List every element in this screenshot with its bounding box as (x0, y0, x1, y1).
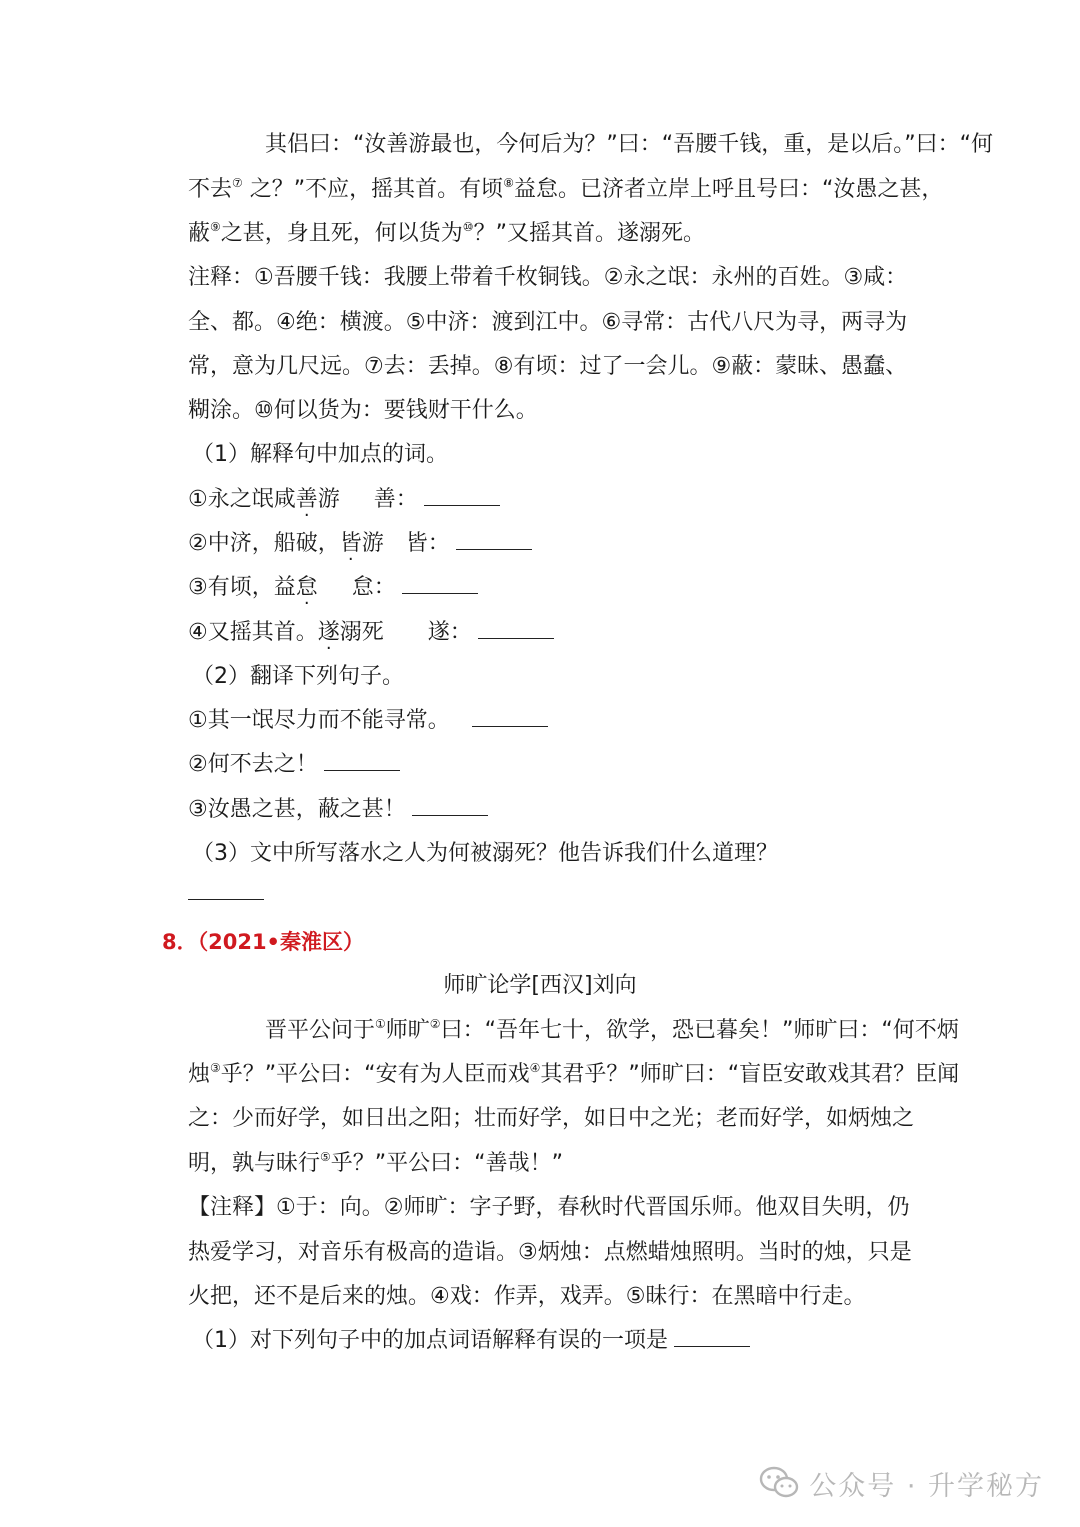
passage-line: 其侣曰：“汝善游最也，今何后为？”曰：“吾腰千钱，重，是以后。”曰：“何 (265, 132, 993, 157)
question-heading: （1）对下列句子中的加点词语解释有误的一项是 (192, 1326, 932, 1356)
passage-line: 烛③乎？”平公曰：“安有为人臣而戏④其君乎？”师旷曰：“盲臣安敢戏其君？臣闻 (188, 1061, 960, 1087)
notes-line: 糊涂。⑩何以货为：要钱财干什么。 (188, 398, 538, 423)
question-item: ②中济，船破，皆游 皆： (188, 529, 928, 559)
answer-blank[interactable] (188, 879, 264, 900)
notes-line: 火把，还不是后来的烛。④戏：作弄，戏弄。⑤昧行：在黑暗中行走。 (188, 1284, 866, 1309)
wechat-icon (759, 1466, 799, 1500)
question-heading: （2）翻译下列句子。 (192, 664, 404, 689)
dotted-word: 皆 (339, 531, 362, 556)
notes-line: 【注释】①于：向。②师旷：字子野，春秋时代晋国乐师。他双目失明，仍 (188, 1195, 910, 1220)
answer-blank[interactable] (472, 706, 548, 727)
passage-line: 明，孰与昧行⑤乎？”平公曰：“善哉！” (188, 1150, 563, 1176)
dotted-word: 善 (295, 487, 318, 512)
question-item: ③有顷，益怠 怠： (188, 573, 928, 603)
question-item: ①其一氓尽力而不能寻常。 (188, 706, 928, 736)
notes-line: 注释：①吾腰千钱：我腰上带着千枚铜钱。②永之氓：永州的百姓。③咸： (188, 265, 908, 290)
dotted-word: 遂 (317, 620, 340, 645)
answer-blank[interactable] (424, 485, 500, 506)
question-item: ④又摇其首。遂溺死 遂： (188, 618, 928, 648)
question-item (188, 879, 928, 909)
notes-line: 常，意为几尺远。⑦去：丢掉。⑧有顷：过了一会儿。⑨蔽：蒙昧、愚蠢、 (188, 354, 908, 379)
passage-line: 不去⑦ 之？”不应，摇其首。有顷⑧益怠。已济者立岸上呼且号曰：“汝愚之甚， (188, 176, 944, 202)
question-item: ②何不去之！ (188, 750, 928, 780)
section-label: 8．（2021•秦淮区） (162, 930, 364, 954)
answer-blank[interactable] (674, 1326, 750, 1347)
answer-blank[interactable] (402, 573, 478, 594)
passage-line: 晋平公问于①师旷②曰：“吾年七十，欲学，恐已暮矣！”师旷曰：“何不炳 (265, 1017, 959, 1043)
question-item: ③汝愚之甚，蔽之甚！ (188, 795, 928, 825)
watermark (759, 1463, 1044, 1503)
notes-line: 热爱学习，对音乐有极高的造诣。③炳烛：点燃蜡烛照明。当时的烛，只是 (188, 1240, 912, 1265)
dotted-word: 怠 (295, 575, 318, 600)
passage-title: 师旷论学[西汉]刘向 (443, 973, 637, 998)
answer-blank[interactable] (324, 750, 400, 771)
watermark-text: 公众号 · 升学秘方 (809, 1470, 1044, 1502)
passage-line: 蔽⑨之甚，身且死，何以货为⑩？”又摇其首。遂溺死。 (188, 220, 705, 246)
answer-blank[interactable] (478, 618, 554, 639)
question-item: ①永之氓咸善游 善： (188, 485, 928, 515)
notes-line: 全、都。④绝：横渡。⑤中济：渡到江中。⑥寻常：古代八尺为寻，两寻为 (188, 310, 908, 335)
question-heading: （3）文中所写落水之人为何被溺死？他告诉我们什么道理？ (192, 841, 778, 866)
answer-blank[interactable] (412, 795, 488, 816)
passage-line: 之：少而好学，如日出之阳；壮而好学，如日中之光；老而好学，如炳烛之 (188, 1106, 915, 1131)
answer-blank[interactable] (456, 529, 532, 550)
question-heading: （1）解释句中加点的词。 (192, 442, 448, 467)
